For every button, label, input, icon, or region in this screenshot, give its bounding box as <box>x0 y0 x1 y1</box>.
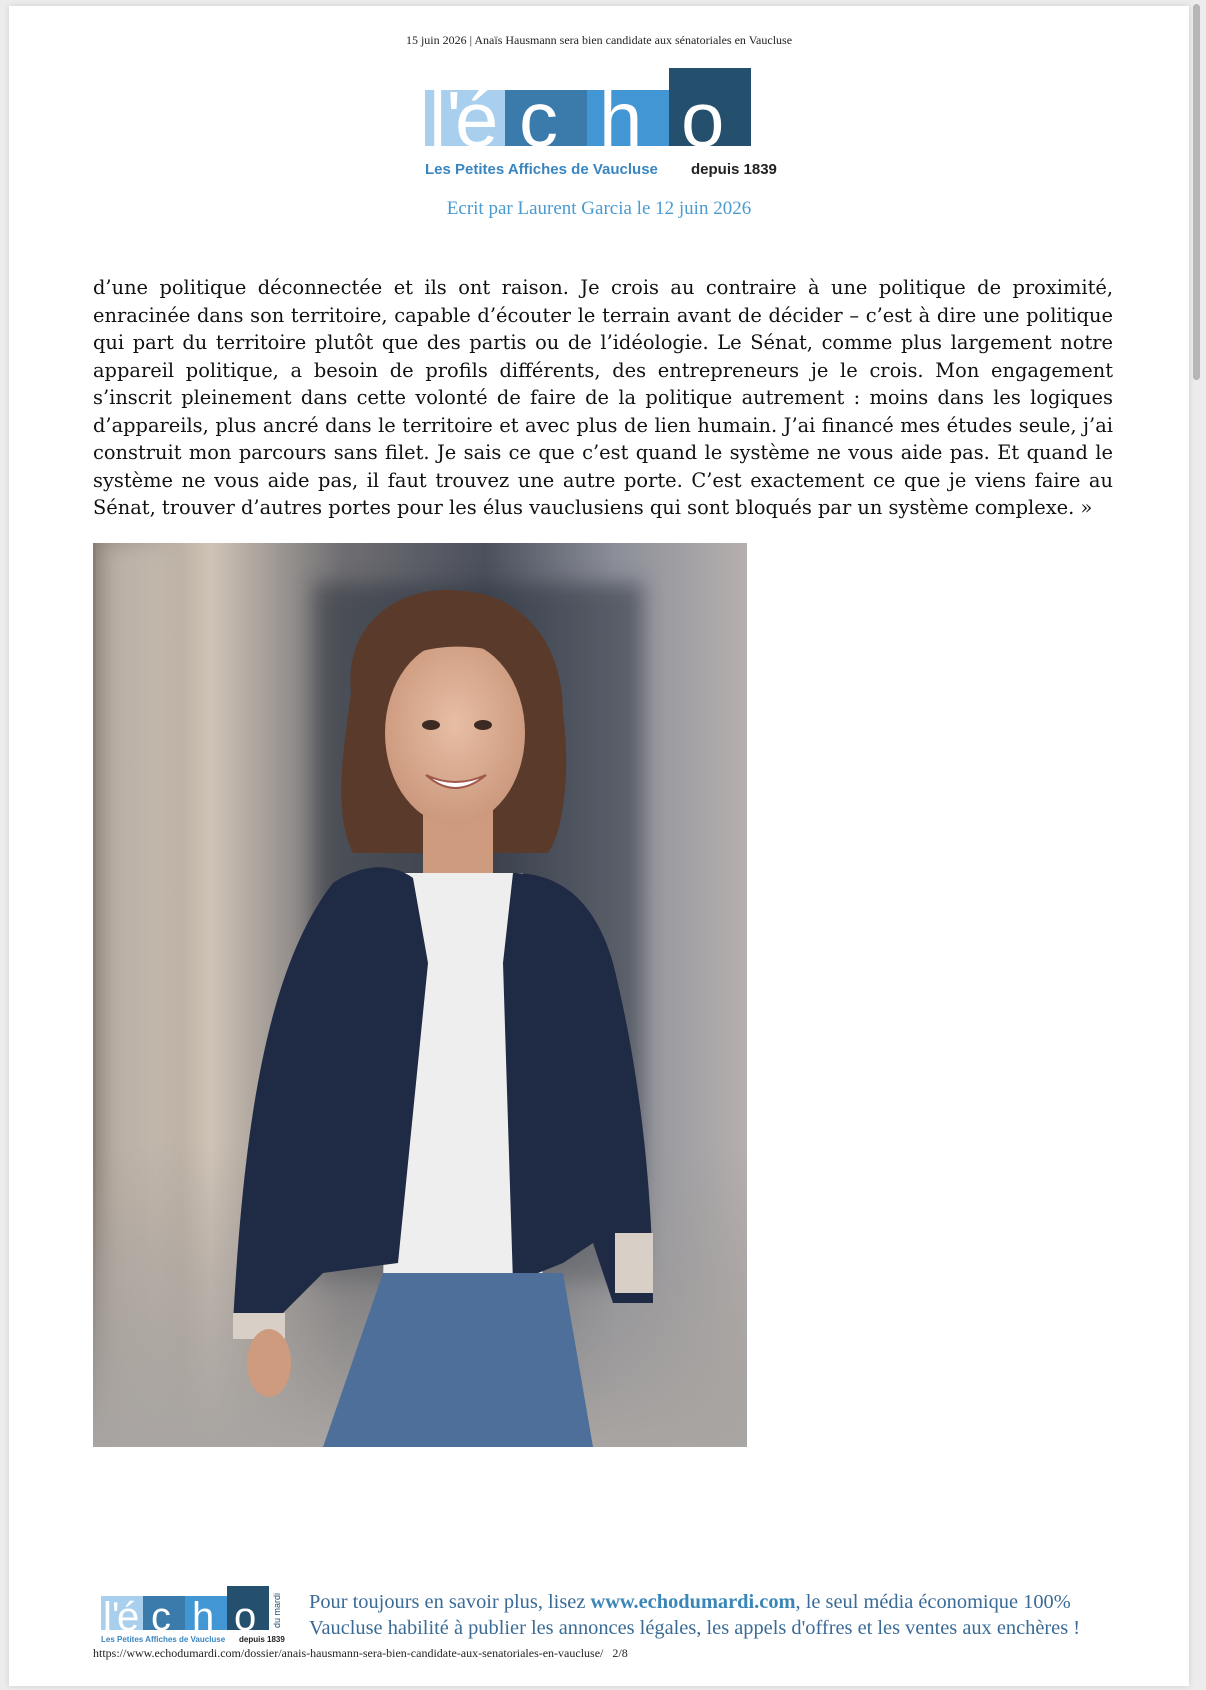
footer-logo-letter-l: l' <box>103 1595 120 1639</box>
footer-logo-vertical-text: du mardi <box>272 1592 282 1628</box>
logo-tagline: Les Petites Affiches de Vaucluse <box>425 161 658 178</box>
logo-letter-h: h <box>599 75 643 163</box>
document-page <box>9 6 1189 1686</box>
echo-du-mardi-logo <box>415 60 799 184</box>
article-paragraph: d’une politique déconnectée et ils ont raison. Je crois au contraire à une politique de proximité, enracinée dans son territoire, capable d’écouter le terrain avant de décider – c’est à dire une politique qui part du territoire plutôt que des partis ou de l’idéologie. Le Sénat, comme plus largement notre appareil politique, a besoin de profils différents, des entrepreneurs je le crois. Mon engagement s’inscrit pleinement dans cette volonté de faire de la politique autrement : moins dans les logiques d’appareils, plus ancré dans le territoire et avec plus de lien humain. J’ai financé mes études seule, j’ai construit mon parcours sans filet. Je sais ce que c’est quand le système ne vous aide pas. Et quand le système ne vous aide pas, il faut trouvez une autre porte. C’est exactement ce que je viens faire au Sénat, trouver d’autres portes pour les élus vauclusiens qui sont bloqués par un système complexe. » <box>93 276 1113 519</box>
footer-logo-letter-o: o <box>234 1595 257 1639</box>
vertical-scrollbar[interactable] <box>1193 4 1200 380</box>
article-byline: Ecrit par Laurent Garcia le 12 juin 2026 <box>446 198 752 219</box>
running-head: 15 juin 2026 | Anaïs Hausmann sera bien candidate aux sénatoriales en Vaucluse <box>405 33 793 47</box>
footer-promo <box>309 1589 1129 1641</box>
footer-url-line <box>93 1646 628 1661</box>
logo-vertical-text: du mardi <box>755 77 774 144</box>
footer-promo-link[interactable]: www.echodumardi.com <box>590 1591 796 1613</box>
footer-promo-after: , le seul média économique 100% Vaucluse habilité à publier les annonces légales, les appels d'offres et les ventes aux enchères ! <box>309 1591 1081 1639</box>
footer-echo-logo <box>99 1584 297 1646</box>
page-number: 2/8 <box>612 1646 628 1660</box>
logo-letter-l: l' <box>429 75 462 163</box>
logo-letter-o: o <box>681 75 725 163</box>
footer-logo-letter-e: é <box>117 1595 140 1639</box>
footer-promo-before: Pour toujours en savoir plus, lisez <box>309 1591 591 1613</box>
portrait-photo <box>93 543 747 1447</box>
footer-logo-since: depuis 1839 <box>239 1635 285 1644</box>
footer-logo-tagline: Les Petites Affiches de Vaucluse <box>101 1635 226 1644</box>
footer-url[interactable]: https://www.echodumardi.com/dossier/anais-hausmann-sera-bien-candidate-aux-senatoriales-en-vaucluse/ <box>93 1646 604 1660</box>
logo-since: depuis 1839 <box>691 161 777 178</box>
footer-logo-letter-h: h <box>192 1595 215 1639</box>
logo-letter-e: é <box>455 75 499 163</box>
footer-logo-letter-c: c <box>151 1595 171 1639</box>
face-shape <box>385 641 525 825</box>
logo-letter-c: c <box>519 75 558 163</box>
